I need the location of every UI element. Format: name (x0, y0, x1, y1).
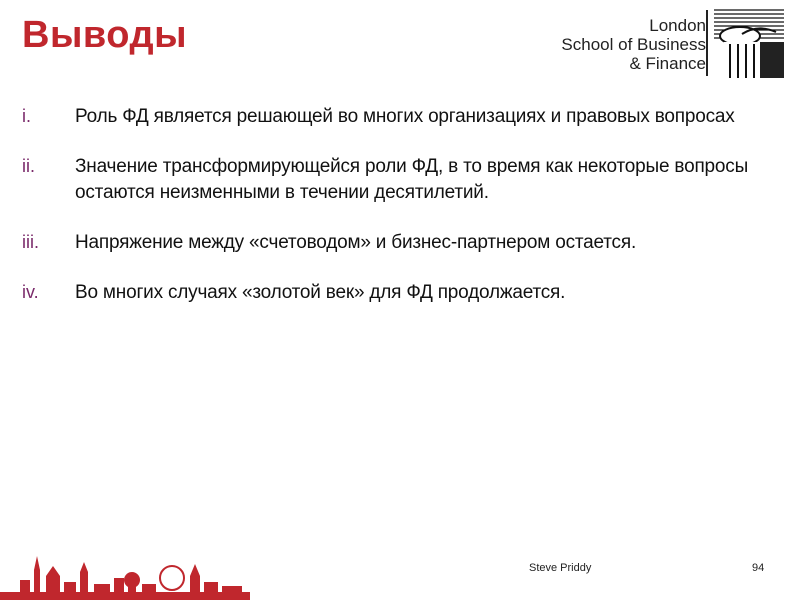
list-item (22, 154, 782, 206)
list-item-number: iii. (22, 232, 39, 252)
list-item-number: iv. (22, 282, 39, 302)
conclusions-list (22, 104, 782, 330)
column-icon (712, 8, 786, 80)
logo-line-3: & Finance (629, 54, 706, 73)
list-item-number: ii. (22, 156, 35, 176)
logo-text (561, 16, 706, 73)
list-item-text: Значение трансформирующейся роли ФД, в то время как некоторые вопросы остаются неизменными в течении десятилетий. (75, 156, 749, 203)
page-number: 94 (752, 562, 765, 574)
logo-divider (706, 10, 708, 76)
list-item-text: Роль ФД является решающей во многих организациях и правовых вопросах (75, 106, 735, 127)
logo-line-1: London (649, 16, 706, 35)
slide-title: Выводы (22, 14, 188, 56)
list-item-text: Во многих случаях «золотой век» для ФД продолжается. (75, 282, 566, 303)
logo-line-2: School of Business (561, 35, 706, 54)
footer-author: Steve Priddy (529, 562, 592, 574)
list-item (22, 104, 782, 130)
list-item (22, 230, 782, 256)
lsbf-logo (552, 8, 788, 82)
list-item (22, 280, 782, 306)
list-item-text: Напряжение между «счетоводом» и бизнес-партнером остается. (75, 232, 637, 253)
london-skyline-icon (0, 540, 250, 600)
list-item-number: i. (22, 106, 31, 126)
